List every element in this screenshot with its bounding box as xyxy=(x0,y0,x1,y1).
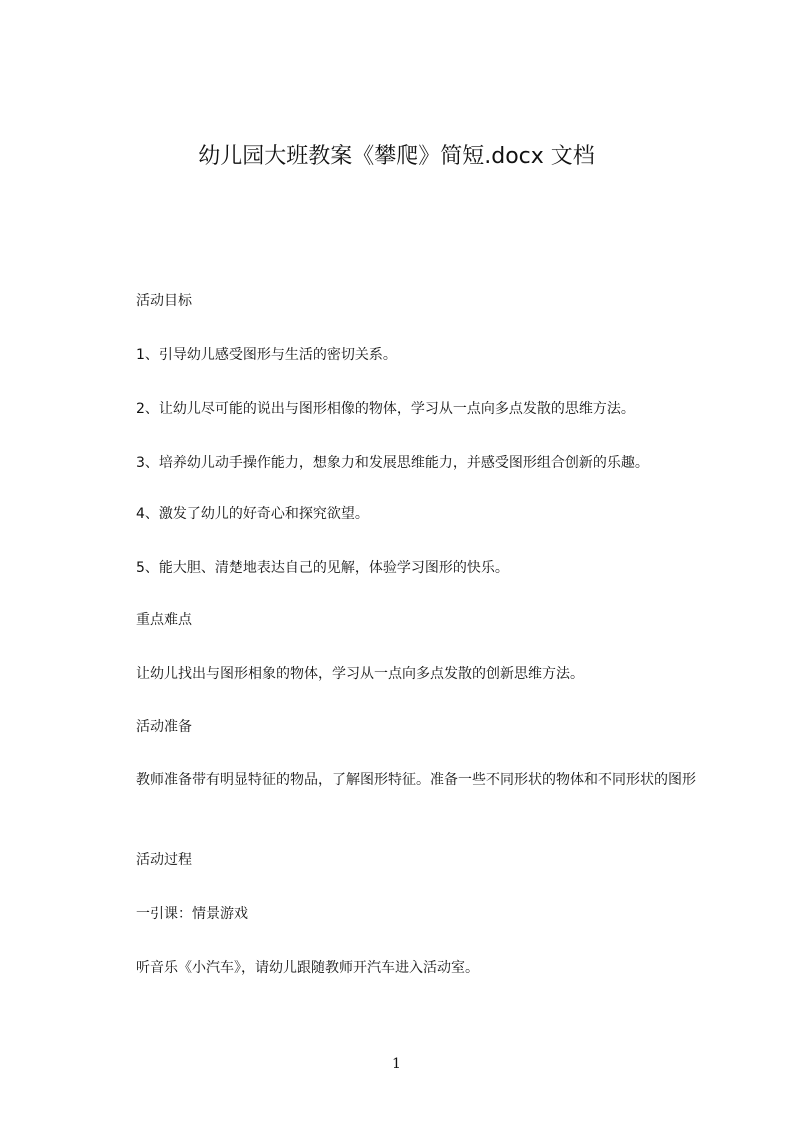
heading-key-points: 重点难点 xyxy=(136,612,192,628)
process-step-1-text: 听音乐《小汽车》，请幼儿跟随教师开汽车进入活动室。 xyxy=(136,960,479,976)
page-number: 1 xyxy=(392,1056,401,1072)
goal-item-2: 2、让幼儿尽可能的说出与图形相像的物体，学习从一点向多点发散的思维方法。 xyxy=(136,401,635,417)
document-title: 幼儿园大班教案《攀爬》简短.docx 文档 xyxy=(198,144,595,169)
goal-item-4: 4、激发了幼儿的好奇心和探究欲望。 xyxy=(136,506,369,522)
key-points-text: 让幼儿找出与图形相象的物体，学习从一点向多点发散的创新思维方法。 xyxy=(136,666,584,682)
goal-item-5: 5、能大胆、清楚地表达自己的见解，体验学习图形的快乐。 xyxy=(136,560,509,576)
heading-activity-goals: 活动目标 xyxy=(136,293,192,309)
goal-item-1: 1、引导幼儿感受图形与生活的密切关系。 xyxy=(136,347,397,363)
heading-process: 活动过程 xyxy=(136,852,192,868)
goal-item-3: 3、培养幼儿动手操作能力，想象力和发展思维能力，并感受图形组合创新的乐趣。 xyxy=(136,455,649,471)
heading-preparation: 活动准备 xyxy=(136,719,192,735)
preparation-text: 教师准备带有明显特征的物品，了解图形特征。准备一些不同形状的物体和不同形状的图形 xyxy=(136,772,696,788)
process-step-1-heading: 一引课：情景游戏 xyxy=(136,906,248,922)
